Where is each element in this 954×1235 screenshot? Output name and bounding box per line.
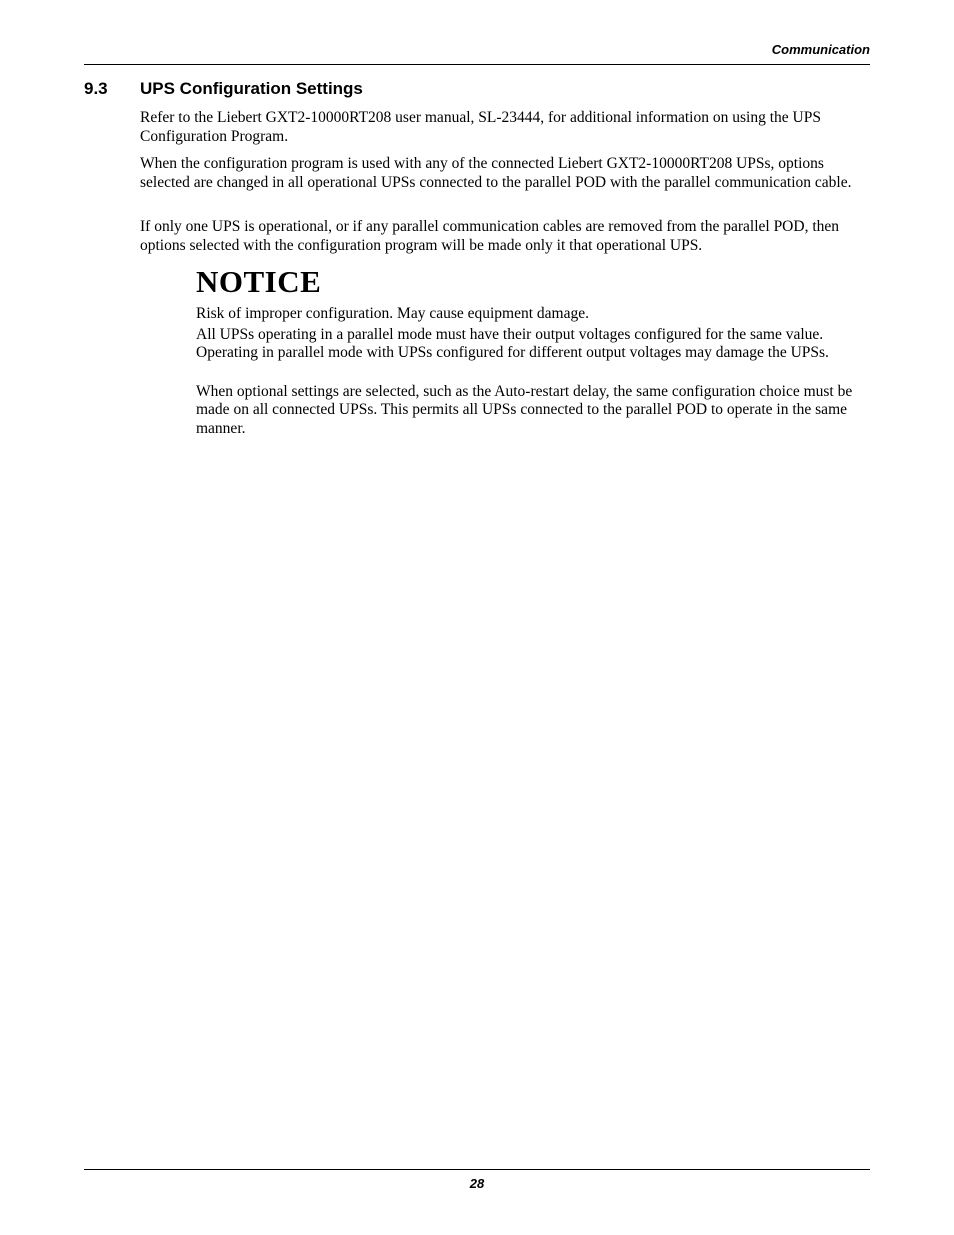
section-number: 9.3	[84, 79, 108, 98]
section-title: UPS Configuration Settings	[140, 79, 363, 98]
notice-paragraph: When optional settings are selected, such as the Auto-restart delay, the same configuration choice must be made on all connected UPSs. This permits all UPSs connected to the parallel POD to operate in the same manner.	[196, 383, 853, 437]
body-paragraph: Refer to the Liebert GXT2-10000RT208 user manual, SL-23444, for additional information on using the UPS Configuration Program.	[140, 109, 821, 145]
notice-paragraph: All UPSs operating in a parallel mode must have their output voltages configured for the same value. Operating in parallel mode with UPSs configured for different output voltages may damage the UPSs.	[196, 326, 829, 362]
running-header-title: Communication	[771, 42, 870, 57]
section-heading	[84, 79, 363, 99]
body-paragraph: If only one UPS is operational, or if any parallel communication cables are removed from the parallel POD, then options selected with the configuration program will be made only it that operational UPS.	[140, 218, 840, 254]
notice-paragraph: Risk of improper configuration. May cause equipment damage.	[196, 305, 589, 322]
page-number: 28	[469, 1176, 485, 1191]
body-paragraph: When the configuration program is used with any of the connected Liebert GXT2-10000RT208 UPSs, options selected are changed in all operational UPSs connected to the parallel POD with the parallel communication cable.	[140, 155, 852, 191]
notice-title: NOTICE	[196, 264, 322, 299]
header-divider	[84, 64, 870, 65]
footer-divider	[84, 1169, 870, 1170]
